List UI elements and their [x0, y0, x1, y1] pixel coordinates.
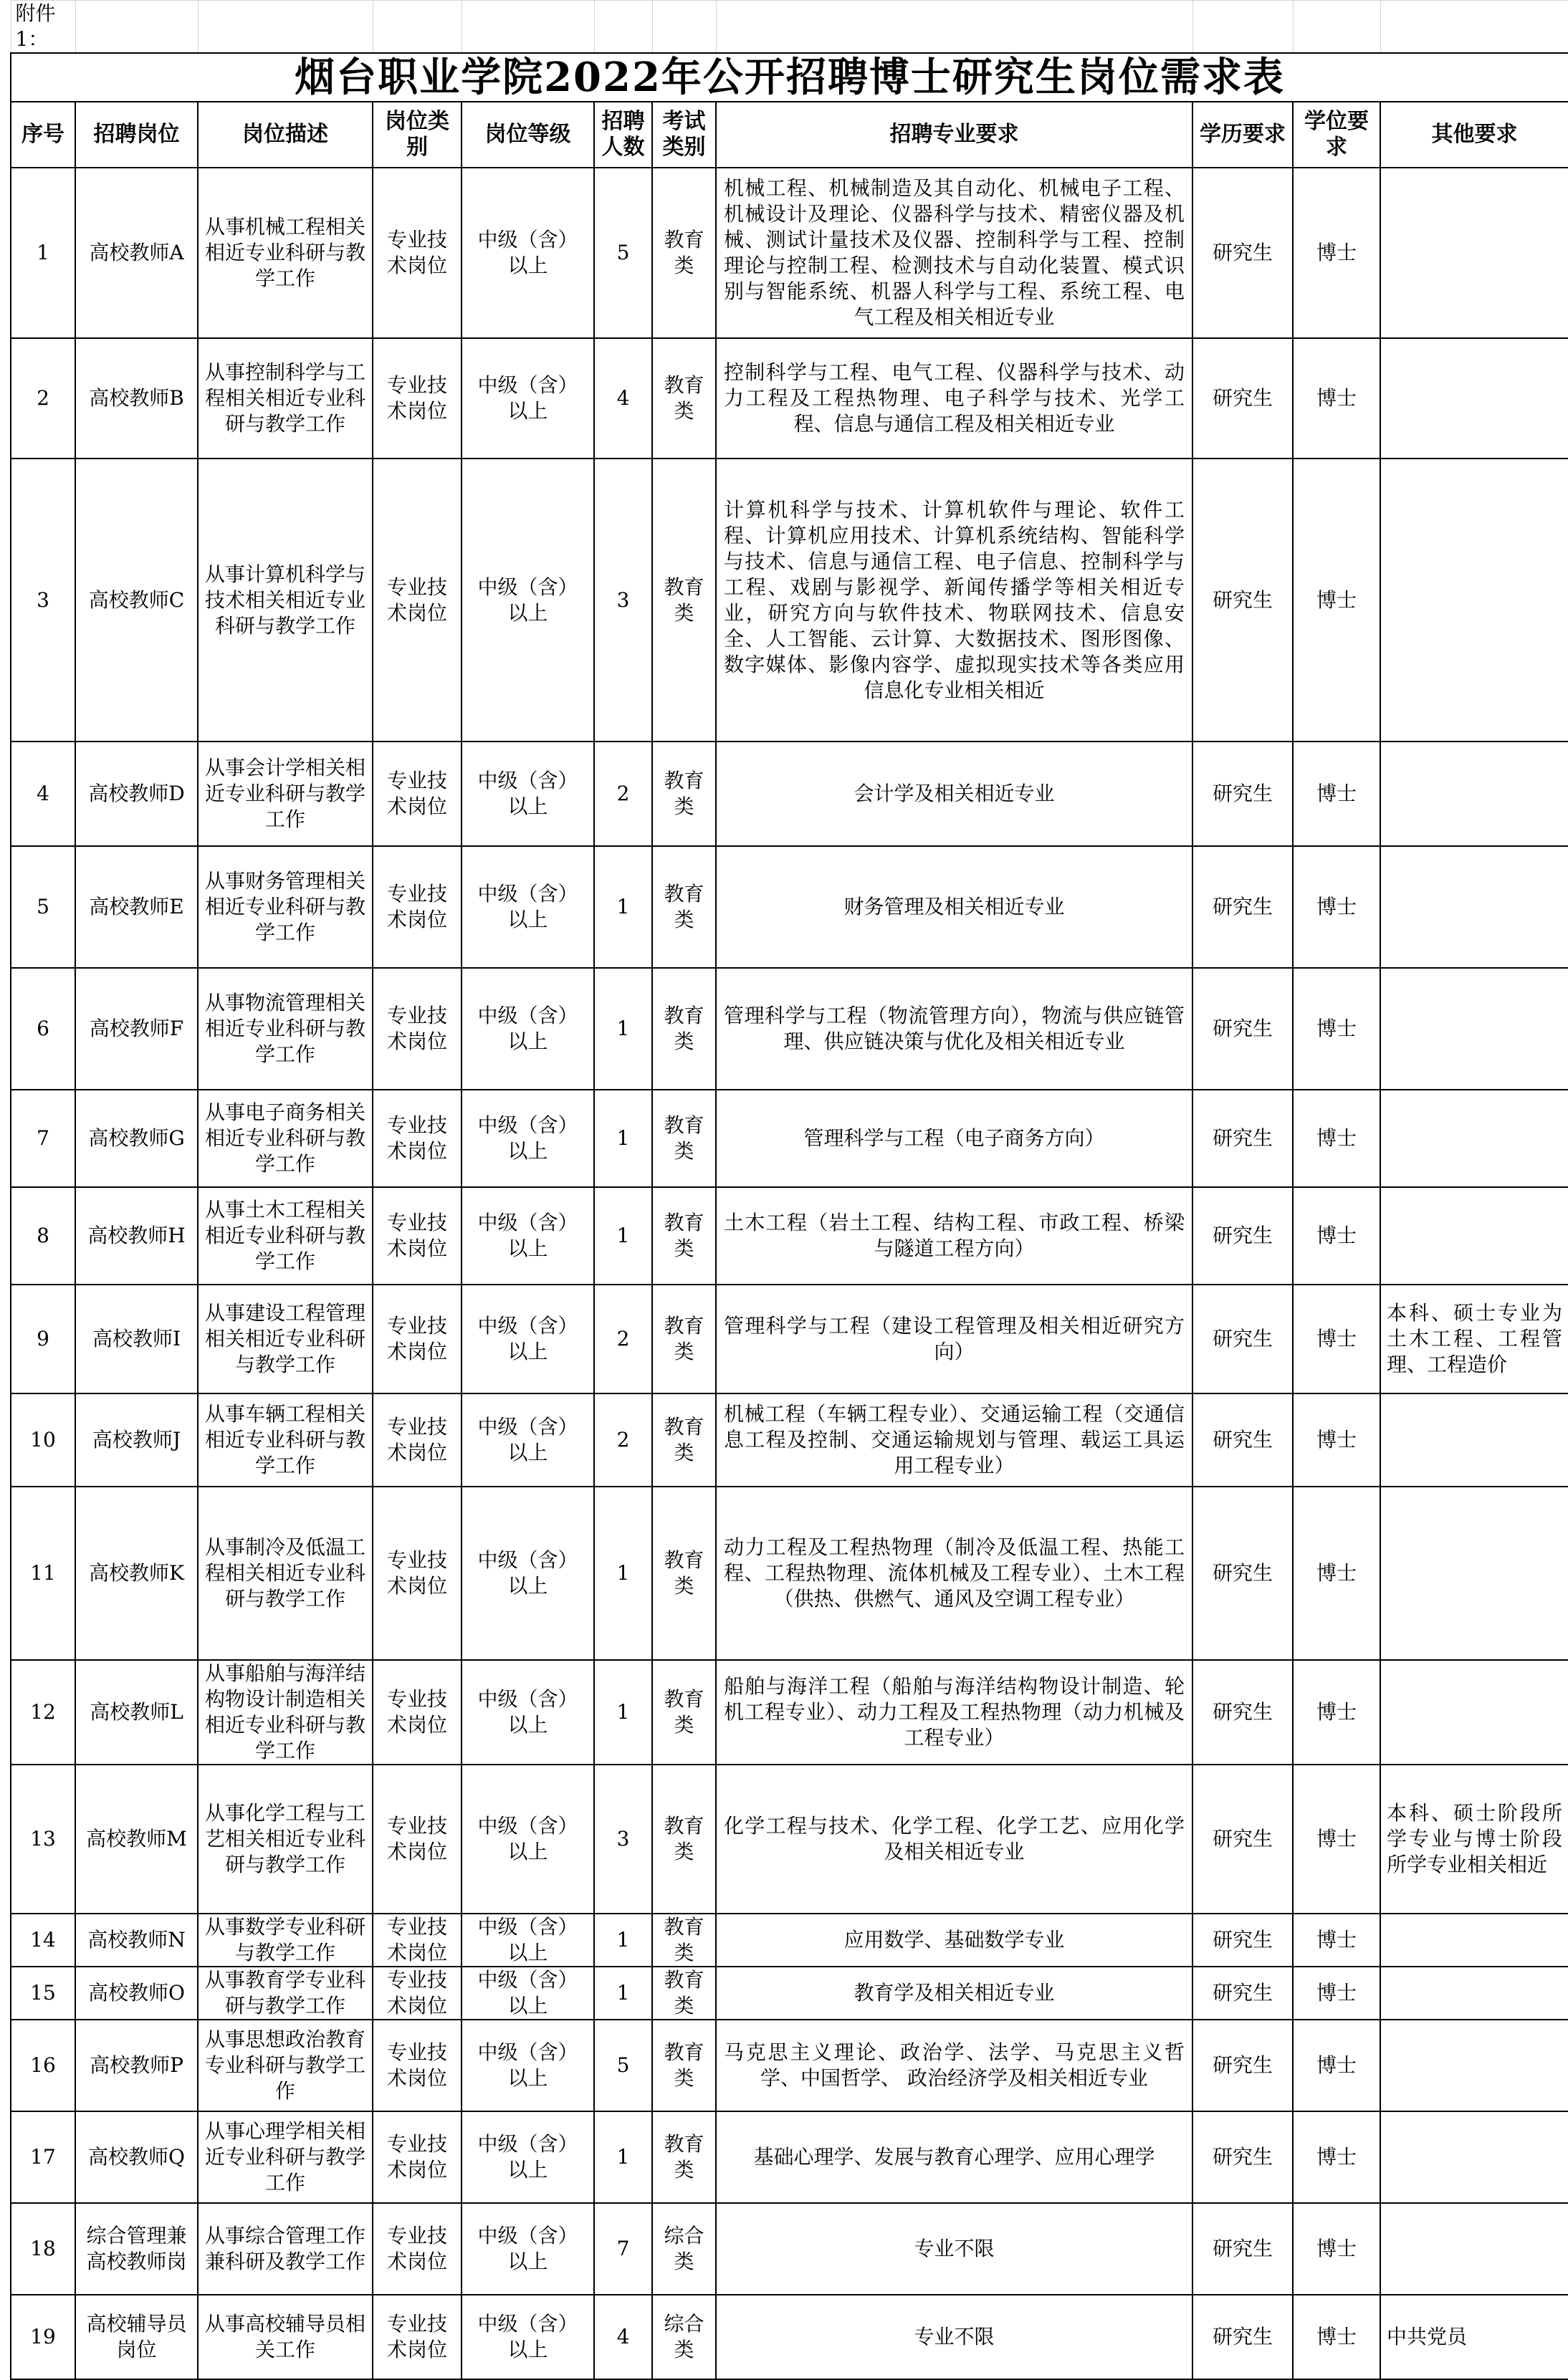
- cell-other: [1380, 2020, 1568, 2111]
- cell-no: 2: [11, 338, 75, 459]
- cell-count: 1: [594, 1487, 652, 1660]
- cell-degree: 博士: [1293, 168, 1380, 338]
- cell-other: [1380, 1914, 1568, 1967]
- cell-other: [1380, 1967, 1568, 2020]
- cell-level: 中级（含）以上: [462, 1090, 594, 1187]
- cell-education: 研究生: [1192, 459, 1293, 742]
- cell-other: [1380, 2203, 1568, 2295]
- cell-exam: 教育类: [652, 338, 716, 459]
- cell-major: 动力工程及工程热物理（制冷及低温工程、热能工程、工程热物理、流体机械及工程专业）、土木工程（供热、供燃气、通风及空调工程专业）: [716, 1487, 1192, 1660]
- cell-category: 专业技术岗位: [373, 1393, 462, 1487]
- cell-level: 中级（含）以上: [462, 2295, 594, 2379]
- cell-position: 高校辅导员岗位: [75, 2295, 198, 2379]
- table-row: [11, 168, 1568, 338]
- cell-education: 研究生: [1192, 2111, 1293, 2203]
- cell-exam: 教育类: [652, 168, 716, 338]
- cell-degree: 博士: [1293, 1285, 1380, 1393]
- cell-exam: 教育类: [652, 968, 716, 1090]
- cell-education: 研究生: [1192, 338, 1293, 459]
- cell-level: 中级（含）以上: [462, 459, 594, 742]
- cell-description: 从事控制科学与工程相关相近专业科研与教学工作: [198, 338, 373, 459]
- cell-education: 研究生: [1192, 1187, 1293, 1285]
- cell-other: [1380, 459, 1568, 742]
- cell-major: 管理科学与工程（电子商务方向）: [716, 1090, 1192, 1187]
- cell-major: 控制科学与工程、电气工程、仪器科学与技术、动力工程及工程热物理、电子科学与技术、光学工程、信息与通信工程及相关相近专业: [716, 338, 1192, 459]
- cell-exam: 综合类: [652, 2203, 716, 2295]
- cell-degree: 博士: [1293, 1660, 1380, 1765]
- cell-position: 高校教师J: [75, 1393, 198, 1487]
- cell-exam: 教育类: [652, 2020, 716, 2111]
- cell-major: 基础心理学、发展与教育心理学、应用心理学: [716, 2111, 1192, 2203]
- cell-position: 高校教师I: [75, 1285, 198, 1393]
- cell-position: 高校教师G: [75, 1090, 198, 1187]
- page-title: 烟台职业学院2022年公开招聘博士研究生岗位需求表: [11, 53, 1568, 102]
- cell-other: [1380, 1393, 1568, 1487]
- cell-education: 研究生: [1192, 1660, 1293, 1765]
- cell-exam: 教育类: [652, 1487, 716, 1660]
- cell-major: 财务管理及相关相近专业: [716, 846, 1192, 968]
- cell-count: 3: [594, 459, 652, 742]
- cell-level: 中级（含）以上: [462, 2203, 594, 2295]
- cell-level: 中级（含）以上: [462, 1187, 594, 1285]
- cell-description: 从事心理学相关相近专业科研与教学工作: [198, 2111, 373, 2203]
- cell-other: 本科、硕士阶段所学专业与博士阶段所学专业相关相近: [1380, 1765, 1568, 1914]
- cell-level: 中级（含）以上: [462, 1765, 594, 1914]
- cell-degree: 博士: [1293, 1765, 1380, 1914]
- cell-count: 2: [594, 1393, 652, 1487]
- cell-major: 马克思主义理论、政治学、法学、马克思主义哲学、中国哲学、 政治经济学及相关相近专业: [716, 2020, 1192, 2111]
- table-row: [11, 1187, 1568, 1285]
- cell-no: 3: [11, 459, 75, 742]
- cell-major: 专业不限: [716, 2295, 1192, 2379]
- cell-count: 1: [594, 1090, 652, 1187]
- cell-category: 专业技术岗位: [373, 459, 462, 742]
- cell-no: 12: [11, 1660, 75, 1765]
- cell-description: 从事综合管理工作兼科研及教学工作: [198, 2203, 373, 2295]
- cell-education: 研究生: [1192, 1487, 1293, 1660]
- cell-no: 18: [11, 2203, 75, 2295]
- cell-education: 研究生: [1192, 1285, 1293, 1393]
- cell-category: 专业技术岗位: [373, 1285, 462, 1393]
- cell-other: 中共党员: [1380, 2295, 1568, 2379]
- cell-no: 14: [11, 1914, 75, 1967]
- cell-education: 研究生: [1192, 1090, 1293, 1187]
- cell-description: 从事会计学相关相近专业科研与教学工作: [198, 742, 373, 846]
- header-other: 其他要求: [1380, 102, 1568, 168]
- cell-education: 研究生: [1192, 2020, 1293, 2111]
- cell-no: 8: [11, 1187, 75, 1285]
- cell-education: 研究生: [1192, 846, 1293, 968]
- cell-no: 10: [11, 1393, 75, 1487]
- cell-count: 7: [594, 2203, 652, 2295]
- cell-exam: 教育类: [652, 742, 716, 846]
- cell-major: 化学工程与技术、化学工程、化学工艺、应用化学及相关相近专业: [716, 1765, 1192, 1914]
- cell-other: [1380, 168, 1568, 338]
- cell-description: 从事化学工程与工艺相关相近专业科研与教学工作: [198, 1765, 373, 1914]
- header-category: 岗位类别: [373, 102, 462, 168]
- cell-category: 专业技术岗位: [373, 1765, 462, 1914]
- cell-category: 专业技术岗位: [373, 168, 462, 338]
- cell-exam: 教育类: [652, 1090, 716, 1187]
- cell-degree: 博士: [1293, 338, 1380, 459]
- cell-degree: 博士: [1293, 1187, 1380, 1285]
- header-no: 序号: [11, 102, 75, 168]
- cell-major: 会计学及相关相近专业: [716, 742, 1192, 846]
- cell-position: 高校教师O: [75, 1967, 198, 2020]
- cell-no: 6: [11, 968, 75, 1090]
- cell-major: 管理科学与工程（物流管理方向），物流与供应链管理、供应链决策与优化及相关相近专业: [716, 968, 1192, 1090]
- cell-other: [1380, 1187, 1568, 1285]
- cell-exam: 教育类: [652, 1914, 716, 1967]
- cell-position: 高校教师E: [75, 846, 198, 968]
- cell-exam: 综合类: [652, 2295, 716, 2379]
- cell-description: 从事物流管理相关相近专业科研与教学工作: [198, 968, 373, 1090]
- cell-education: 研究生: [1192, 2295, 1293, 2379]
- cell-category: 专业技术岗位: [373, 1187, 462, 1285]
- cell-exam: 教育类: [652, 1967, 716, 2020]
- cell-degree: 博士: [1293, 742, 1380, 846]
- header-education: 学历要求: [1192, 102, 1293, 168]
- cell-education: 研究生: [1192, 1967, 1293, 2020]
- header-exam: 考试类别: [652, 102, 716, 168]
- cell-education: 研究生: [1192, 168, 1293, 338]
- cell-degree: 博士: [1293, 968, 1380, 1090]
- cell-other: [1380, 1660, 1568, 1765]
- cell-degree: 博士: [1293, 1393, 1380, 1487]
- cell-no: 4: [11, 742, 75, 846]
- table-row: [11, 2203, 1568, 2295]
- cell-other: [1380, 338, 1568, 459]
- cell-degree: 博士: [1293, 846, 1380, 968]
- header-description: 岗位描述: [198, 102, 373, 168]
- cell-no: 13: [11, 1765, 75, 1914]
- table-row: [11, 1967, 1568, 2020]
- cell-no: 9: [11, 1285, 75, 1393]
- cell-category: 专业技术岗位: [373, 2295, 462, 2379]
- cell-exam: 教育类: [652, 1765, 716, 1914]
- cell-degree: 博士: [1293, 2020, 1380, 2111]
- cell-exam: 教育类: [652, 1393, 716, 1487]
- cell-exam: 教育类: [652, 1187, 716, 1285]
- cell-position: 高校教师H: [75, 1187, 198, 1285]
- cell-no: 7: [11, 1090, 75, 1187]
- cell-degree: 博士: [1293, 1090, 1380, 1187]
- cell-description: 从事财务管理相关相近专业科研与教学工作: [198, 846, 373, 968]
- cell-description: 从事建设工程管理相关相近专业科研与教学工作: [198, 1285, 373, 1393]
- cell-description: 从事思想政治教育专业科研与教学工作: [198, 2020, 373, 2111]
- cell-category: 专业技术岗位: [373, 1090, 462, 1187]
- cell-other: [1380, 1487, 1568, 1660]
- table-row: [11, 459, 1568, 742]
- cell-other: 本科、硕士专业为土木工程、工程管理、工程造价: [1380, 1285, 1568, 1393]
- cell-degree: 博士: [1293, 2203, 1380, 2295]
- table-row: [11, 1660, 1568, 1765]
- cell-category: 专业技术岗位: [373, 338, 462, 459]
- cell-exam: 教育类: [652, 846, 716, 968]
- cell-exam: 教育类: [652, 1285, 716, 1393]
- cell-no: 11: [11, 1487, 75, 1660]
- cell-category: 专业技术岗位: [373, 1914, 462, 1967]
- cell-description: 从事电子商务相关相近专业科研与教学工作: [198, 1090, 373, 1187]
- table-row: [11, 1487, 1568, 1660]
- title-row: [11, 53, 1568, 102]
- table-row: [11, 1285, 1568, 1393]
- cell-degree: 博士: [1293, 459, 1380, 742]
- cell-category: 专业技术岗位: [373, 1487, 462, 1660]
- cell-category: 专业技术岗位: [373, 1660, 462, 1765]
- cell-position: 高校教师K: [75, 1487, 198, 1660]
- cell-degree: 博士: [1293, 1487, 1380, 1660]
- table-row: [11, 742, 1568, 846]
- cell-position: 高校教师N: [75, 1914, 198, 1967]
- cell-level: 中级（含）以上: [462, 846, 594, 968]
- cell-count: 4: [594, 338, 652, 459]
- cell-count: 1: [594, 1660, 652, 1765]
- cell-position: 高校教师Q: [75, 2111, 198, 2203]
- cell-position: 高校教师B: [75, 338, 198, 459]
- cell-degree: 博士: [1293, 2111, 1380, 2203]
- cell-no: 5: [11, 846, 75, 968]
- cell-education: 研究生: [1192, 968, 1293, 1090]
- attachment-row: [11, 1, 1568, 54]
- cell-category: 专业技术岗位: [373, 2020, 462, 2111]
- cell-count: 1: [594, 2111, 652, 2203]
- cell-other: [1380, 968, 1568, 1090]
- attachment-label: 附件1：: [11, 1, 75, 54]
- table-row: [11, 1914, 1568, 1967]
- cell-level: 中级（含）以上: [462, 1393, 594, 1487]
- cell-count: 1: [594, 968, 652, 1090]
- cell-count: 2: [594, 742, 652, 846]
- cell-position: 高校教师M: [75, 1765, 198, 1914]
- cell-major: 管理科学与工程（建设工程管理及相关相近研究方向）: [716, 1285, 1192, 1393]
- cell-count: 4: [594, 2295, 652, 2379]
- table-row: [11, 2295, 1568, 2379]
- cell-exam: 教育类: [652, 1660, 716, 1765]
- cell-level: 中级（含）以上: [462, 1660, 594, 1765]
- cell-other: [1380, 1090, 1568, 1187]
- cell-position: 综合管理兼高校教师岗: [75, 2203, 198, 2295]
- cell-other: [1380, 742, 1568, 846]
- cell-category: 专业技术岗位: [373, 2111, 462, 2203]
- cell-level: 中级（含）以上: [462, 1487, 594, 1660]
- cell-degree: 博士: [1293, 1914, 1380, 1967]
- cell-count: 5: [594, 2020, 652, 2111]
- table-row: [11, 968, 1568, 1090]
- cell-description: 从事高校辅导员相关工作: [198, 2295, 373, 2379]
- cell-degree: 博士: [1293, 2295, 1380, 2379]
- cell-degree: 博士: [1293, 1967, 1380, 2020]
- cell-position: 高校教师L: [75, 1660, 198, 1765]
- cell-other: [1380, 846, 1568, 968]
- cell-description: 从事机械工程相关相近专业科研与教学工作: [198, 168, 373, 338]
- cell-level: 中级（含）以上: [462, 338, 594, 459]
- table-row: [11, 2111, 1568, 2203]
- header-level: 岗位等级: [462, 102, 594, 168]
- cell-major: 机械工程、机械制造及其自动化、机械电子工程、机械设计及理论、仪器科学与技术、精密仪器及机械、测试计量技术及仪器、控制科学与工程、控制理论与控制工程、检测技术与自动化装置、模式识别与智能系统、机器人科学与工程、系统工程、电气工程及相关相近专业: [716, 168, 1192, 338]
- cell-position: 高校教师D: [75, 742, 198, 846]
- table-row: [11, 1090, 1568, 1187]
- header-position: 招聘岗位: [75, 102, 198, 168]
- recruitment-table: [10, 0, 1568, 2380]
- cell-other: [1380, 2111, 1568, 2203]
- cell-education: 研究生: [1192, 1765, 1293, 1914]
- header-major: 招聘专业要求: [716, 102, 1192, 168]
- cell-category: 专业技术岗位: [373, 742, 462, 846]
- cell-description: 从事教育学专业科研与教学工作: [198, 1967, 373, 2020]
- cell-level: 中级（含）以上: [462, 168, 594, 338]
- header-row: [11, 102, 1568, 168]
- table-row: [11, 846, 1568, 968]
- cell-description: 从事车辆工程相关相近专业科研与教学工作: [198, 1393, 373, 1487]
- cell-level: 中级（含）以上: [462, 1285, 594, 1393]
- cell-description: 从事数学专业科研与教学工作: [198, 1914, 373, 1967]
- cell-level: 中级（含）以上: [462, 2020, 594, 2111]
- cell-education: 研究生: [1192, 1393, 1293, 1487]
- cell-level: 中级（含）以上: [462, 1967, 594, 2020]
- table-row: [11, 2020, 1568, 2111]
- cell-category: 专业技术岗位: [373, 1967, 462, 2020]
- cell-no: 15: [11, 1967, 75, 2020]
- cell-level: 中级（含）以上: [462, 968, 594, 1090]
- cell-category: 专业技术岗位: [373, 2203, 462, 2295]
- cell-education: 研究生: [1192, 1914, 1293, 1967]
- cell-category: 专业技术岗位: [373, 846, 462, 968]
- cell-category: 专业技术岗位: [373, 968, 462, 1090]
- cell-count: 1: [594, 846, 652, 968]
- cell-position: 高校教师P: [75, 2020, 198, 2111]
- cell-description: 从事土木工程相关相近专业科研与教学工作: [198, 1187, 373, 1285]
- cell-count: 1: [594, 1187, 652, 1285]
- table-row: [11, 1765, 1568, 1914]
- cell-major: 应用数学、基础数学专业: [716, 1914, 1192, 1967]
- cell-no: 17: [11, 2111, 75, 2203]
- header-degree: 学位要求: [1293, 102, 1380, 168]
- cell-position: 高校教师C: [75, 459, 198, 742]
- cell-level: 中级（含）以上: [462, 742, 594, 846]
- cell-description: 从事计算机科学与技术相关相近专业科研与教学工作: [198, 459, 373, 742]
- cell-education: 研究生: [1192, 742, 1293, 846]
- cell-no: 19: [11, 2295, 75, 2379]
- cell-major: 专业不限: [716, 2203, 1192, 2295]
- cell-exam: 教育类: [652, 459, 716, 742]
- cell-major: 土木工程（岩土工程、结构工程、市政工程、桥梁与隧道工程方向）: [716, 1187, 1192, 1285]
- cell-count: 1: [594, 1914, 652, 1967]
- cell-major: 船舶与海洋工程（船舶与海洋结构物设计制造、轮机工程专业）、动力工程及工程热物理（动力机械及工程专业）: [716, 1660, 1192, 1765]
- cell-education: 研究生: [1192, 2203, 1293, 2295]
- cell-count: 3: [594, 1765, 652, 1914]
- cell-no: 16: [11, 2020, 75, 2111]
- header-count: 招聘人数: [594, 102, 652, 168]
- table-row: [11, 1393, 1568, 1487]
- cell-level: 中级（含）以上: [462, 2111, 594, 2203]
- cell-count: 1: [594, 1967, 652, 2020]
- cell-count: 5: [594, 168, 652, 338]
- cell-no: 1: [11, 168, 75, 338]
- cell-position: 高校教师A: [75, 168, 198, 338]
- cell-major: 机械工程（车辆工程专业）、交通运输工程（交通信息工程及控制、交通运输规划与管理、载运工具运用工程专业）: [716, 1393, 1192, 1487]
- cell-major: 计算机科学与技术、计算机软件与理论、软件工程、计算机应用技术、计算机系统结构、智能科学与技术、信息与通信工程、电子信息、控制科学与工程、戏剧与影视学、新闻传播学等相关相近专业，研究方向与软件技术、物联网技术、信息安全、人工智能、云计算、大数据技术、图形图像、数字媒体、影像内容学、虚拟现实技术等各类应用信息化专业相关相近: [716, 459, 1192, 742]
- cell-position: 高校教师F: [75, 968, 198, 1090]
- cell-description: 从事船舶与海洋结构物设计制造相关相近专业科研与教学工作: [198, 1660, 373, 1765]
- cell-level: 中级（含）以上: [462, 1914, 594, 1967]
- table-row: [11, 338, 1568, 459]
- cell-major: 教育学及相关相近专业: [716, 1967, 1192, 2020]
- cell-exam: 教育类: [652, 2111, 716, 2203]
- cell-description: 从事制冷及低温工程相关相近专业科研与教学工作: [198, 1487, 373, 1660]
- cell-count: 2: [594, 1285, 652, 1393]
